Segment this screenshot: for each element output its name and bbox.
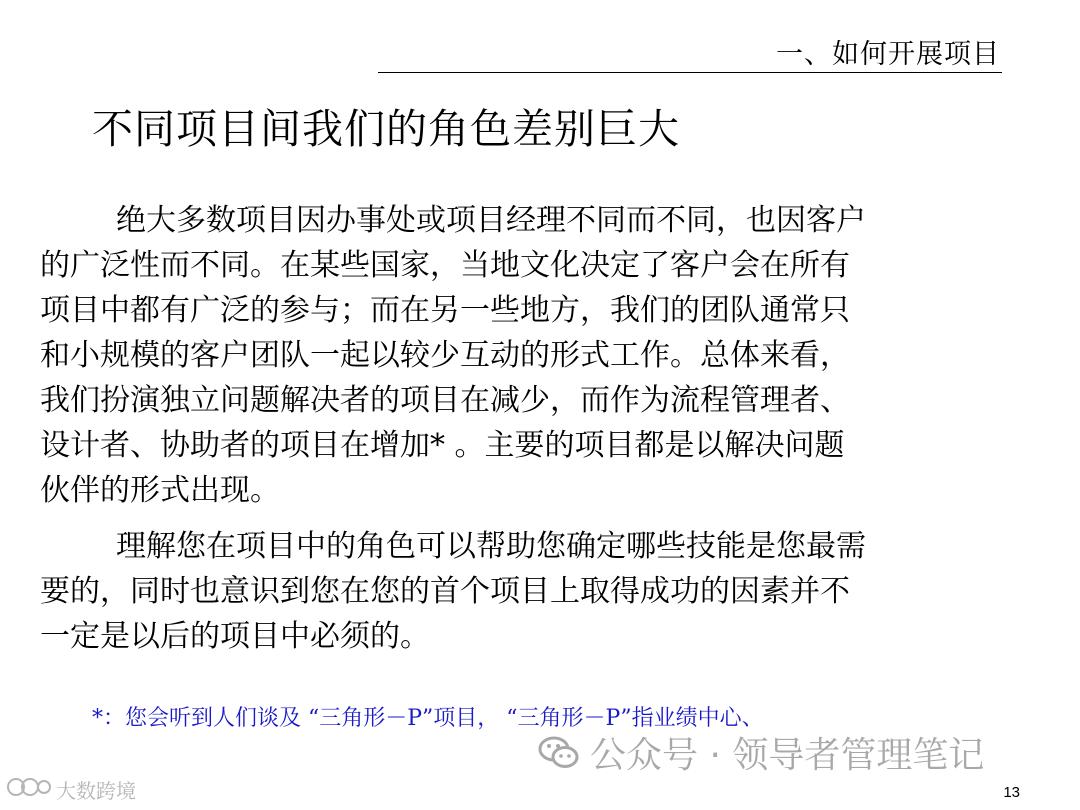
footnote: *：您会听到人们谈及 “三角形－P”项目， “三角形－P”指业绩中心、 [92,706,764,731]
corner-watermark [6,775,136,804]
paragraph-line: 伙伴的形式出现。 [40,473,280,508]
brand-logo-icon [6,776,52,803]
page-title: 不同项目间我们的角色差别巨大 [92,105,680,153]
paragraph-line: 的广泛性而不同。在某些国家，当地文化决定了客户会在所有 [40,248,850,283]
watermark-text: 公众号 · 领导者管理笔记 [590,735,985,776]
paragraph-line: 要的，同时也意识到您在您的首个项目上取得成功的因素并不 [40,574,850,609]
wechat-icon [538,735,580,771]
paragraph-line: 和小规模的客户团队一起以较少互动的形式工作。总体来看， [40,338,850,373]
section-title: 一、如何开展项目 [776,39,1000,70]
wechat-watermark [538,727,984,778]
paragraph-line: 我们扮演独立问题解决者的项目在减少，而作为流程管理者、 [40,383,850,418]
header-divider [378,72,1002,73]
paragraph-line: 一定是以后的项目中必须的。 [40,619,430,654]
paragraph-1 [40,198,1030,513]
paragraph-line: 项目中都有广泛的参与；而在另一些地方，我们的团队通常只 [40,293,850,328]
paragraph-line: 理解您在项目中的角色可以帮助您确定哪些技能是您最需 [116,529,866,564]
corner-watermark-text: 大数跨境 [56,779,136,803]
page-number: 13 [1003,784,1020,801]
paragraph-line: 绝大多数项目因办事处或项目经理不同而不同，也因客户 [116,203,866,238]
paragraph-2 [40,524,1030,659]
paragraph-line: 设计者、协助者的项目在增加* 。主要的项目都是以解决问题 [40,428,845,463]
